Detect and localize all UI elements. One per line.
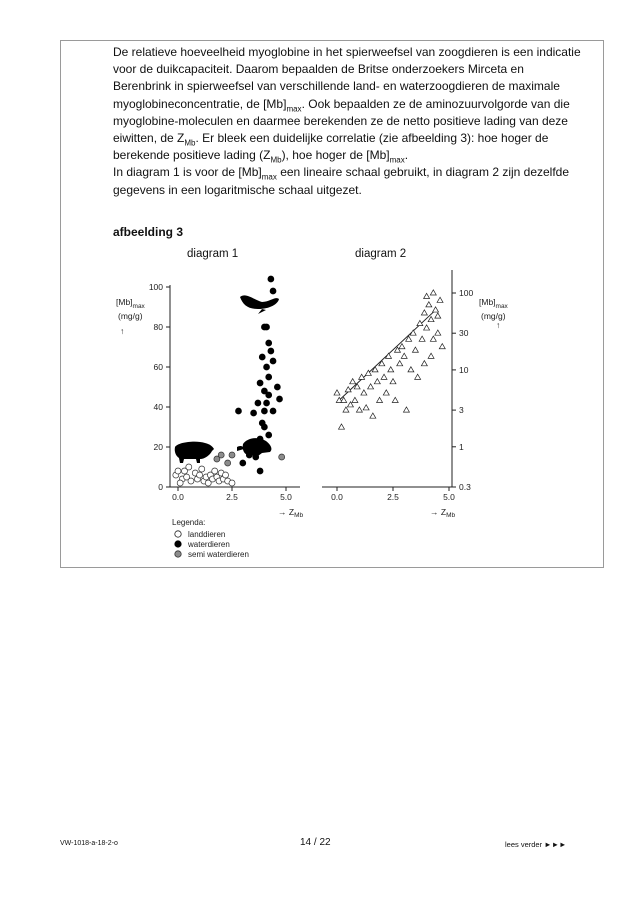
d1-point (266, 432, 272, 438)
d1-yticks (149, 282, 170, 492)
d1-point (212, 468, 218, 474)
d1-point (235, 408, 241, 414)
d2-point (421, 361, 427, 366)
d1-point (270, 288, 276, 294)
d2-point (421, 310, 427, 315)
d1-point (266, 392, 272, 398)
figure-title: afbeelding 3 (113, 225, 184, 239)
d1-point (255, 400, 261, 406)
d2-ytick-label: 30 (459, 328, 469, 339)
diagram1-label: diagram 1 (187, 248, 239, 260)
d1-point (177, 480, 183, 486)
d1-ytick-label: 40 (153, 402, 163, 412)
d1-point (266, 374, 272, 380)
d2-ytick-label: 1 (459, 441, 464, 452)
seal-silhouette (240, 295, 279, 314)
d2-point (379, 361, 385, 366)
d2-point (350, 379, 356, 384)
d2-point (397, 361, 403, 366)
d2-xtick-label: 5.0 (443, 492, 455, 502)
d2-point (433, 307, 439, 312)
d2-point (412, 347, 418, 352)
d2-point (343, 407, 349, 412)
d2-xlabel: → $Z_{Mb}$ (430, 507, 456, 519)
d1-point (264, 364, 270, 370)
d2-point (390, 379, 396, 384)
d2-point (435, 313, 441, 318)
d2-point (363, 405, 369, 410)
d1-point (229, 452, 235, 458)
d1-ytick-label: 0 (158, 482, 163, 492)
d2-point (415, 374, 421, 379)
d2-ylabel: $[Mb]_{max}$ (479, 297, 508, 310)
intro-text-5: . (404, 148, 409, 163)
intro-text-6: In diagram 1 is voor de [Mb] (113, 165, 262, 180)
d2-point (430, 336, 436, 341)
d1-point (186, 464, 192, 470)
d1-ytick-label: 80 (153, 322, 163, 332)
legend-title: Legenda: (172, 518, 206, 527)
d2-xticks (331, 487, 455, 502)
d2-point (435, 330, 441, 335)
d2-point (374, 379, 380, 384)
d1-point (240, 460, 246, 466)
d1-point (229, 480, 235, 486)
intro-text-3: . Er bleek een duidelijke correlatie (zie afbeelding 3): hoe hoger de berekende positieve lading (Z (113, 131, 549, 163)
d1-point (253, 440, 259, 446)
d1-point (246, 452, 252, 458)
d2-point (426, 302, 432, 307)
d2-point (430, 290, 436, 295)
legend-swatch-water (175, 541, 181, 547)
d1-point (261, 408, 267, 414)
legend-semi: semi waterdieren (188, 550, 249, 559)
d1-point (264, 400, 270, 406)
d2-point (439, 344, 445, 349)
footer-code: VW-1018-a-18-2-o (60, 840, 118, 847)
d2-point (419, 336, 425, 341)
d1-yunit: (mg/g) (118, 311, 143, 321)
d1-point (218, 452, 224, 458)
d1-point (268, 276, 274, 282)
page-number: 14 / 22 (300, 837, 331, 848)
d1-point (251, 410, 257, 416)
d1-point (264, 444, 270, 450)
d1-point (223, 472, 229, 478)
d2-point (428, 353, 434, 358)
legend-land: landdieren (188, 530, 226, 539)
d1-point (225, 460, 231, 466)
d2-yarrow: ↑ (496, 320, 501, 330)
intro-sub-4: max (389, 155, 405, 165)
d1-point (199, 466, 205, 472)
d2-xtick-label: 2.5 (387, 492, 399, 502)
legend-water: waterdieren (188, 540, 230, 549)
d2-point (368, 384, 374, 389)
d2-yticks (452, 288, 473, 492)
d1-point (279, 454, 285, 460)
d1-ylabel: $[Mb]_{max}$ (116, 297, 145, 310)
d1-xtick-label: 5.0 (280, 492, 292, 502)
d2-point (356, 407, 362, 412)
d2-point (370, 413, 376, 418)
d2-point (437, 297, 443, 302)
d2-ytick-label: 3 (459, 405, 464, 416)
d2-point (428, 316, 434, 321)
d2-xtick-label: 0.0 (331, 492, 343, 502)
intro-text-1: De relatieve hoeveelheid myoglobine in het spierweefsel van zoogdieren is een indicatie voor de duikcapaciteit. Daarom bepaalden de Britse onderzoekers Mirceta en Berenbrink in spierweefsel van verschillende land- en waterzoogdieren de maximale myoglobineconcentratie, de [Mb] (113, 45, 581, 111)
d1-point (188, 478, 194, 484)
d2-point (377, 397, 383, 402)
d2-point (381, 374, 387, 379)
intro-sub-3: Mb (270, 155, 282, 165)
d1-point (197, 472, 203, 478)
d2-point (424, 293, 430, 298)
intro-sub-2: Mb (184, 138, 196, 148)
d2-point (424, 325, 430, 330)
d1-xlabel: → $Z_{Mb}$ (278, 507, 304, 519)
d2-point (361, 390, 367, 395)
intro-sub-5: max (261, 172, 277, 182)
d1-xtick-label: 2.5 (226, 492, 238, 502)
d1-point (270, 358, 276, 364)
d1-point (261, 424, 267, 430)
d2-point (403, 407, 409, 412)
intro-sub-1: max (286, 104, 302, 113)
d2-point (372, 367, 378, 372)
d2-yunit: (mg/g) (481, 311, 506, 321)
intro-text-4: ), hoe hoger de [Mb] (281, 148, 390, 163)
pig-silhouette (175, 442, 214, 463)
d2-point (383, 390, 389, 395)
d2-point (408, 367, 414, 372)
d1-point (257, 380, 263, 386)
d1-point (274, 384, 280, 390)
d1-yarrow: ↑ (120, 326, 125, 336)
intro-text-2: . Ook bepaalden ze de aminozuurvolgorde van die myoglobine-moleculen en daarmee berekenden ze de netto positieve lading van deze eiwitten, de Z (113, 96, 570, 146)
legend-swatch-land (175, 531, 181, 537)
d1-point (270, 408, 276, 414)
d2-points (334, 290, 445, 429)
legend-swatch-semi (175, 551, 181, 557)
d2-point (392, 397, 398, 402)
d1-ytick-label: 20 (153, 442, 163, 452)
d1-point (264, 324, 270, 330)
d1-point (257, 468, 263, 474)
next-page-indicator: lees verder ►►► (505, 840, 567, 849)
diagram2-label: diagram 2 (355, 248, 407, 260)
d1-point (253, 454, 259, 460)
d2-point (401, 353, 407, 358)
d1-xticks (172, 487, 292, 502)
d1-xtick-label: 0.0 (172, 492, 184, 502)
diagram2 (322, 270, 509, 519)
d1-ytick-label: 100 (148, 282, 163, 292)
d1-legend (172, 518, 249, 559)
d1-point (277, 396, 283, 402)
diagram1 (116, 276, 303, 559)
d1-point (266, 340, 272, 346)
d2-ytick-label: 10 (459, 364, 469, 375)
intro-text-7: een lineaire schaal gebruikt, in diagram 2 zijn dezelfde gegevens in een logaritmische schaal uitgezet. (113, 165, 570, 197)
d2-ytick-label: 0.3 (459, 482, 471, 492)
d1-point (259, 354, 265, 360)
d2-ytick-label: 100 (459, 288, 474, 298)
d1-point (175, 468, 181, 474)
d2-point (354, 384, 360, 389)
d2-point (338, 424, 344, 429)
d2-point (334, 390, 340, 395)
d1-point (268, 348, 274, 354)
d2-point (399, 344, 405, 349)
d1-ytick-label: 60 (153, 362, 163, 372)
d2-point (388, 367, 394, 372)
d2-point (352, 397, 358, 402)
